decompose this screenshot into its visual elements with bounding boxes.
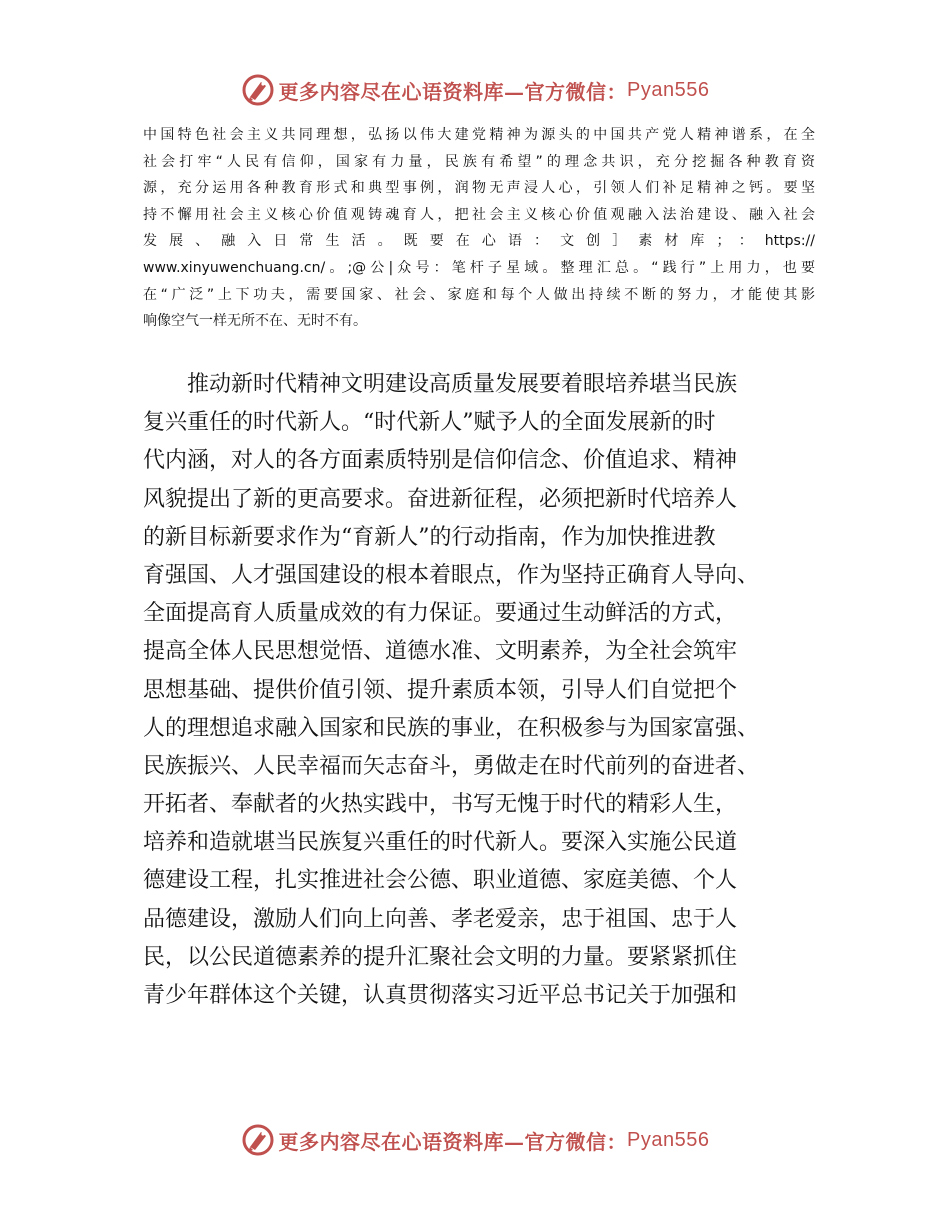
main-paragraph-line: 培养和造就堪当民族复兴重任的时代新人。要深入实施公民道: [143, 830, 738, 856]
main-paragraph-line: 思想基础、提供价值引领、提升素质本领，引导人们自觉把个: [143, 677, 738, 703]
main-paragraph-line: 德建设工程，扎实推进社会公德、职业道德、家庭美德、个人: [143, 868, 738, 894]
main-paragraph-line: 民族振兴、人民幸福而矢志奋斗，勇做走在时代前列的奋进者、: [143, 753, 760, 779]
main-paragraph-line: 青少年群体这个关键，认真贯彻落实习近平总书记关于加强和: [143, 983, 738, 1008]
main-paragraph-line: 全面提高育人质量成效的有力保证。要通过生动鲜活的方式，: [143, 601, 738, 627]
pen-logo-icon: [241, 1123, 275, 1157]
main-paragraph-line: 育强国、人才强国建设的根本着眼点，作为坚持正确育人导向、: [143, 562, 760, 588]
small-paragraph-line: 发 展 、 融 入 日 常 生 活 。 既 要 在 心 语 ： 文 创 ］ 素 材 库 ； ： https://: [143, 233, 815, 250]
main-paragraph-line: 的新目标新要求作为“育新人”的行动指南，作为加快推进教: [143, 524, 716, 550]
main-paragraph-line: 品德建设，激励人们向上向善、孝老爱亲，忠于祖国、忠于人: [143, 906, 738, 932]
main-paragraph: [143, 366, 823, 1015]
main-paragraph-line: 开拓者、奉献者的火热实践中，书写无愧于时代的精彩人生，: [143, 792, 738, 818]
main-paragraph-line: 民，以公民道德素养的提升汇聚社会文明的力量。要紧紧抓住: [143, 944, 738, 970]
main-paragraph-line: 复兴重任的时代新人。“时代新人”赋予人的全面发展新的时: [143, 410, 716, 436]
small-paragraph-line: 在“广泛”上下功夫，需要国家、社会、家庭和每个人做出持续不断的努力，才能使其影: [143, 286, 815, 303]
main-paragraph-line: 推动新时代精神文明建设高质量发展要着眼培养堪当民族: [187, 372, 738, 397]
main-paragraph-line: 风貌提出了新的更高要求。奋进新征程，必须把新时代培养人: [143, 486, 738, 512]
small-paragraph-line: 社会打牢“人民有信仰，国家有力量，民族有希望”的理念共识，充分挖掘各种教育资: [143, 153, 815, 170]
small-paragraph: [143, 122, 815, 335]
small-paragraph-line: 中国特色社会主义共同理想，弘扬以伟大建党精神为源头的中国共产党人精神谱系，在全: [143, 127, 815, 143]
main-paragraph-line: 代内涵，对人的各方面素质特别是信仰信念、价值追求、精神: [143, 448, 738, 474]
small-paragraph-line: www.xinyuwenchuang.cn/。;@公|众号：笔杆子星域。整理汇总。“践行”上用力，也要: [143, 259, 815, 276]
small-paragraph-line: 源，充分运用各种教育形式和典型事例，润物无声浸人心，引领人们补足精神之钙。要坚: [143, 180, 815, 197]
header-banner-text: 更多内容尽在心语资料库—官方微信：: [278, 79, 628, 104]
header-wechat-id: Pyan556: [627, 78, 710, 101]
header-banner: [0, 72, 950, 108]
footer-wechat-id: Pyan556: [627, 1128, 710, 1151]
footer-banner: [0, 1122, 950, 1158]
small-paragraph-line: 持不懈用社会主义核心价值观铸魂育人，把社会主义核心价值观融入法治建设、融入社会: [143, 206, 815, 223]
main-paragraph-line: 提高全体人民思想觉悟、道德水准、文明素养，为全社会筑牢: [143, 639, 738, 665]
small-paragraph-line: 响像空气一样无所不在、无时不有。: [143, 313, 367, 330]
footer-banner-text: 更多内容尽在心语资料库—官方微信：: [278, 1129, 628, 1154]
main-paragraph-line: 人的理想追求融入国家和民族的事业，在积极参与为国家富强、: [143, 715, 760, 741]
pen-logo-icon: [241, 73, 275, 107]
